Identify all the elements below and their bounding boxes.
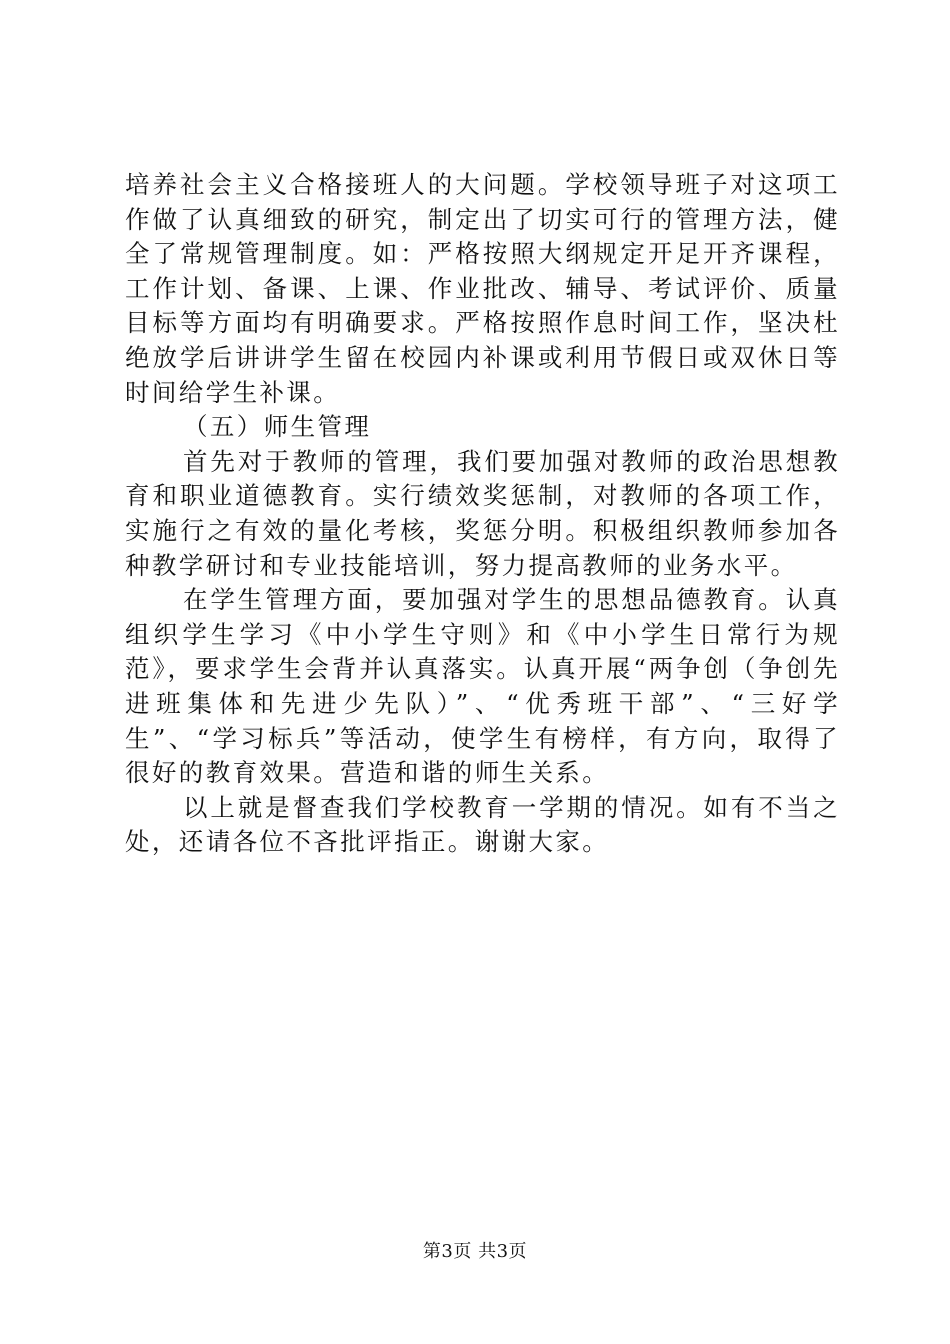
page-number-footer: 第3页 共3页 xyxy=(422,1241,528,1262)
section-heading-teacher-student-management: （五）师生管理 xyxy=(183,412,372,442)
paragraph-student-management: 在学生管理方面，要加强对学生的思想品德教育。认真组织学生学习《中小学生守则》和《中小学生日常行为规范》，要求学生会背并认真落实。认真开展“两争创（争创先进班集体和先进少先队）”、“优秀班干部”、“三好学生”、“学习标兵”等活动，使学生有榜样，有方向，取得了很好的教育效果。营造和谐的师生关系。 xyxy=(125,585,840,788)
paragraph-teacher-management: 首先对于教师的管理，我们要加强对教师的政治思想教育和职业道德教育。实行绩效奖惩制，对教师的各项工作，实施行之有效的量化考核，奖惩分明。积极组织教师参加各种教学研讨和专业技能培训，努力提高教师的业务水平。 xyxy=(125,446,840,580)
document-body xyxy=(125,168,840,860)
paragraph-curriculum-management: 培养社会主义合格接班人的大问题。学校领导班子对这项工作做了认真细致的研究，制定出了切实可行的管理方法，健全了常规管理制度。如：严格按照大纲规定开足开齐课程，工作计划、备课、上课、作业批改、辅导、考试评价、质量目标等方面均有明确要求。严格按照作息时间工作，坚决杜绝放学后讲讲学生留在校园内补课或利用节假日或双休日等时间给学生补课。 xyxy=(125,170,840,407)
paragraph-closing-remarks: 以上就是督查我们学校教育一学期的情况。如有不当之处，还请各位不吝批评指正。谢谢大家。 xyxy=(125,792,840,857)
